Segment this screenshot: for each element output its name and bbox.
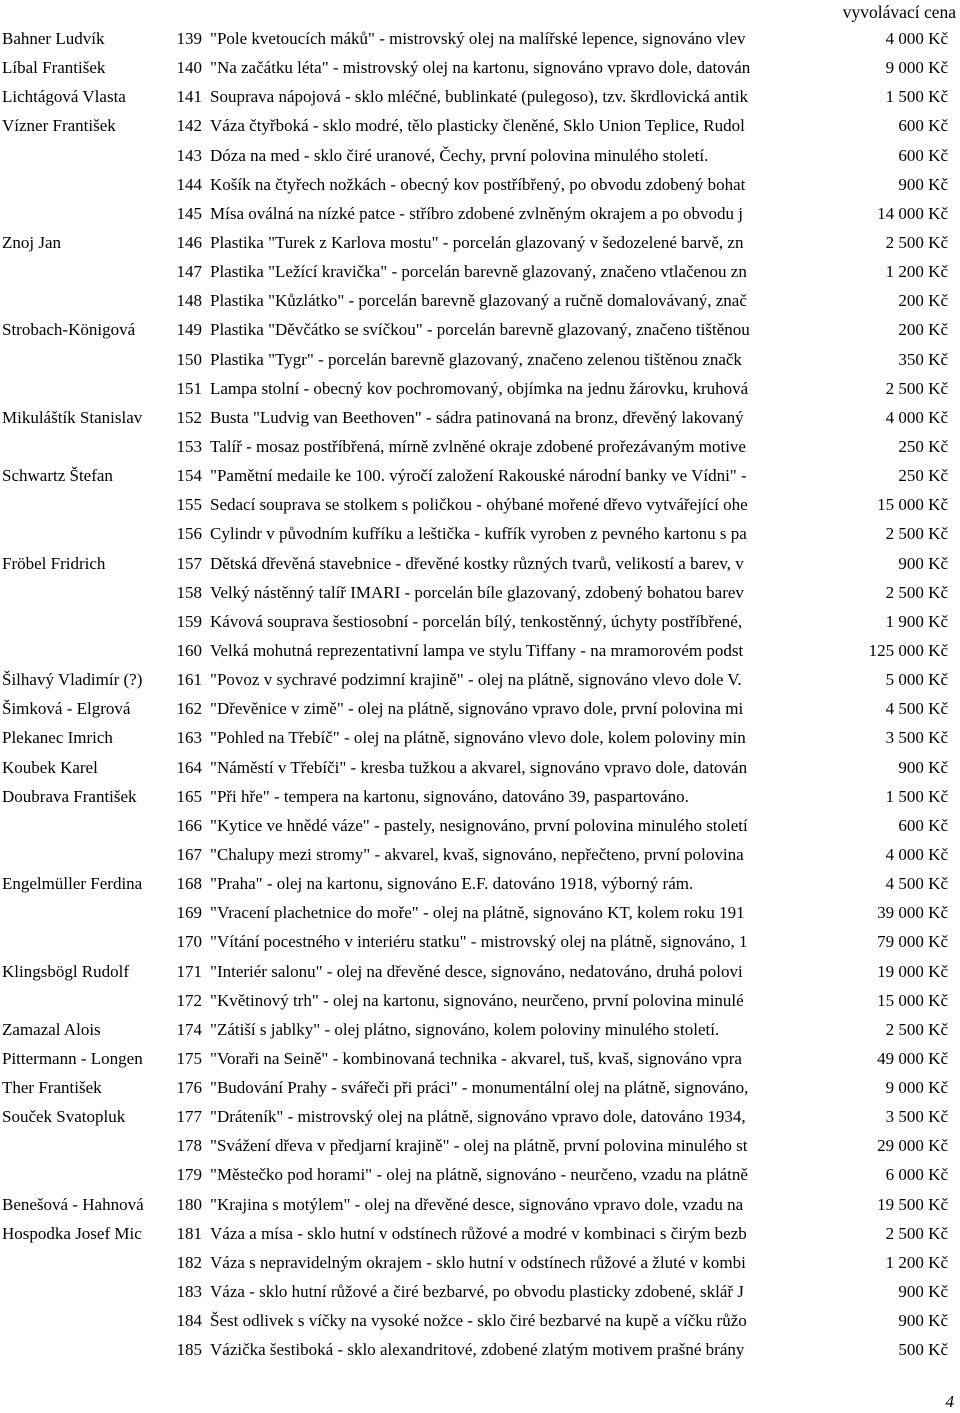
starting-price: 250 Kč xyxy=(898,466,948,486)
lot-description: "Náměstí v Třebíči" - kresba tužkou a akvarel, signováno vpravo dole, datován xyxy=(210,757,748,777)
table-row xyxy=(0,1044,960,1073)
lot-number: 149 xyxy=(176,320,202,340)
lot-description: "Dřevěnice v zimě" - olej na plátně, signováno vpravo dole, první polovina mi xyxy=(210,699,744,719)
lot-description: Váza čtyřboká - sklo modré, tělo plasticky členěné, Sklo Union Teplice, Rudol xyxy=(210,116,745,136)
table-row xyxy=(0,1190,960,1219)
lot-description: Plastika "Turek z Karlova mostu" - porcelán glazovaný v šedozelené barvě, zn xyxy=(210,232,744,252)
lot-description: "Chalupy mezi stromy" - akvarel, kvaš, signováno, nepřečteno, první polovina xyxy=(210,844,744,864)
author-name: Líbal František xyxy=(2,58,106,78)
lot-number: 175 xyxy=(176,1048,202,1068)
starting-price: 250 Kč xyxy=(898,436,948,456)
table-row xyxy=(0,1073,960,1102)
starting-price: 2 500 Kč xyxy=(885,582,948,602)
author-name: Bahner Ludvík xyxy=(2,29,105,48)
table-row xyxy=(0,82,960,111)
starting-price: 15 000 Kč xyxy=(877,990,948,1010)
lot-number: 139 xyxy=(176,29,202,48)
table-row xyxy=(0,432,960,461)
lot-description: "Pohled na Třebíč" - olej na plátně, signováno vlevo dole, kolem poloviny min xyxy=(210,728,746,748)
lot-number: 147 xyxy=(176,262,202,282)
table-row xyxy=(0,694,960,723)
lot-number: 144 xyxy=(176,174,202,194)
table-row xyxy=(0,549,960,578)
lot-number: 143 xyxy=(176,145,202,165)
author-name: Lichtágová Vlasta xyxy=(2,87,126,107)
author-name: Ther František xyxy=(2,1078,102,1098)
table-row xyxy=(0,199,960,228)
author-name: Schwartz Štefan xyxy=(2,466,113,486)
lot-number: 142 xyxy=(176,116,202,136)
table-row xyxy=(0,461,960,490)
starting-price: 2 500 Kč xyxy=(885,378,948,398)
lot-description: "Pamětní medaile ke 100. výročí založení Rakouské národní banky ve Vídni" - xyxy=(210,466,747,486)
lot-description: Dětská dřevěná stavebnice - dřevěné kostky různých tvarů, velikostí a barev, v xyxy=(210,553,744,573)
lot-description: Košík na čtyřech nožkách - obecný kov postříbřený, po obvodu zdobený bohat xyxy=(210,174,746,194)
author-name: Doubrava František xyxy=(2,786,137,806)
table-row xyxy=(0,1219,960,1248)
author-name: Souček Svatopluk xyxy=(2,1107,126,1127)
table-row xyxy=(0,170,960,199)
table-row xyxy=(0,315,960,344)
lot-description: Kávová souprava šestiosobní - porcelán bílý, tenkostěnný, úchyty postříbřené, xyxy=(210,611,743,631)
starting-price: 200 Kč xyxy=(898,320,948,340)
lot-number: 167 xyxy=(176,844,202,864)
starting-price: 79 000 Kč xyxy=(877,932,948,952)
lot-description: "Zátiší s jablky" - olej plátno, signováno, kolem poloviny minulého století. xyxy=(210,1019,720,1039)
starting-price: 1 500 Kč xyxy=(885,87,948,107)
author-name: Hospodka Josef Mic xyxy=(2,1223,142,1243)
table-row xyxy=(0,607,960,636)
lot-number: 185 xyxy=(176,1340,202,1360)
author-name: Koubek Karel xyxy=(2,757,98,777)
starting-price: 2 500 Kč xyxy=(885,232,948,252)
table-row xyxy=(0,24,960,53)
table-row xyxy=(0,345,960,374)
lot-description: "Budování Prahy - svářeči při práci" - monumentální olej na plátně, signováno, xyxy=(210,1078,749,1098)
lot-description: Dóza na med - sklo čiré uranové, Čechy, první polovina minulého století. xyxy=(210,145,709,165)
table-row xyxy=(0,228,960,257)
table-row xyxy=(0,111,960,140)
starting-price: 600 Kč xyxy=(898,815,948,835)
lot-description: Souprava nápojová - sklo mléčné, bublinkaté (pulegoso), tzv. škrdlovická antik xyxy=(210,87,749,107)
table-row xyxy=(0,519,960,548)
table-row xyxy=(0,53,960,82)
lot-number: 148 xyxy=(176,291,202,311)
lot-number: 152 xyxy=(176,407,202,427)
table-row xyxy=(0,840,960,869)
lot-description: Mísa oválná na nízké patce - stříbro zdobené zvlněným okrajem a po obvodu j xyxy=(210,203,743,223)
lot-number: 165 xyxy=(176,786,202,806)
starting-price: 14 000 Kč xyxy=(877,203,948,223)
lot-number: 141 xyxy=(176,87,202,107)
lot-description: Váza - sklo hutní růžové a čiré bezbarvé, po obvodu plasticky zdobené, sklář J xyxy=(210,1282,744,1302)
starting-price: 4 000 Kč xyxy=(885,844,948,864)
lot-number: 172 xyxy=(176,990,202,1010)
lot-description: "Interiér salonu" - olej na dřevěné desce, signováno, nedatováno, druhá polovi xyxy=(210,961,743,981)
lot-description: Plastika "Děvčátko se svíčkou" - porcelán barevně glazovaný, značeno tištěnou xyxy=(210,320,750,340)
lot-description: "Voraři na Seině" - kombinovaná technika - akvarel, tuš, kvaš, signováno vpra xyxy=(210,1048,742,1068)
lot-number: 140 xyxy=(176,58,202,78)
lot-number: 163 xyxy=(176,728,202,748)
starting-price: 125 000 Kč xyxy=(868,640,948,660)
lot-description: "Vracení plachetnice do moře" - olej na plátně, signováno KT, kolem roku 191 xyxy=(210,903,745,923)
lot-description: "Pole kvetoucích máků" - mistrovský olej na malířské lepence, signováno vlev xyxy=(210,29,746,48)
table-row xyxy=(0,1160,960,1189)
lot-description: "Květinový trh" - olej na kartonu, signováno, neurčeno, první polovina minulé xyxy=(210,990,744,1010)
table-row xyxy=(0,1306,960,1335)
starting-price: 2 500 Kč xyxy=(885,524,948,544)
starting-price: 500 Kč xyxy=(898,1340,948,1360)
starting-price: 9 000 Kč xyxy=(885,58,948,78)
author-name: Benešová - Hahnová xyxy=(2,1194,144,1214)
starting-price: 900 Kč xyxy=(898,1282,948,1302)
starting-price: 29 000 Kč xyxy=(877,1136,948,1156)
lot-description: "Na začátku léta" - mistrovský olej na kartonu, signováno vpravo dole, datován xyxy=(210,58,751,78)
table-row xyxy=(0,286,960,315)
table-row xyxy=(0,1015,960,1044)
lot-description: Busta "Ludvig van Beethoven" - sádra patinovaná na bronz, dřevěný lakovaný xyxy=(210,407,744,427)
lot-description: "Svážení dřeva v předjarní krajině" - olej na plátně, první polovina minulého st xyxy=(210,1136,748,1156)
lot-description: Sedací souprava se stolkem s poličkou - ohýbané mořené dřevo vytvářející ohe xyxy=(210,495,748,515)
lot-number: 145 xyxy=(176,203,202,223)
lot-number: 177 xyxy=(176,1107,202,1127)
starting-price: 1 200 Kč xyxy=(885,262,948,282)
lot-number: 161 xyxy=(176,670,202,690)
starting-price: 3 500 Kč xyxy=(885,1107,948,1127)
lot-number: 183 xyxy=(176,1282,202,1302)
starting-price: 4 500 Kč xyxy=(885,699,948,719)
table-row xyxy=(0,665,960,694)
lot-description: "Krajina s motýlem" - olej na dřevěné desce, signováno vpravo dole, vzadu na xyxy=(210,1194,744,1214)
table-row xyxy=(0,578,960,607)
lot-number: 153 xyxy=(176,436,202,456)
lot-description: Plastika "Tygr" - porcelán barevně glazovaný, značeno zelenou tištěnou značk xyxy=(210,349,742,369)
table-row xyxy=(0,1277,960,1306)
lot-number: 171 xyxy=(176,961,202,981)
starting-price: 19 000 Kč xyxy=(877,961,948,981)
price-column-header: vyvolávací cena xyxy=(842,2,956,22)
table-row xyxy=(0,1131,960,1160)
table-row xyxy=(0,1102,960,1131)
starting-price: 900 Kč xyxy=(898,757,948,777)
lot-number: 176 xyxy=(176,1078,202,1098)
starting-price: 900 Kč xyxy=(898,1311,948,1331)
starting-price: 2 500 Kč xyxy=(885,1223,948,1243)
starting-price: 9 000 Kč xyxy=(885,1078,948,1098)
lot-number: 151 xyxy=(176,378,202,398)
starting-price: 39 000 Kč xyxy=(877,903,948,923)
table-row xyxy=(0,927,960,956)
table-row xyxy=(0,374,960,403)
lot-description: Velká mohutná reprezentativní lampa ve stylu Tiffany - na mramorovém podst xyxy=(210,640,744,660)
starting-price: 4 000 Kč xyxy=(885,29,948,48)
lot-description: Cylindr v původním kufříku a leštička - kufřík vyroben z pevného kartonu s pa xyxy=(210,524,747,544)
starting-price: 900 Kč xyxy=(898,553,948,573)
lot-number: 154 xyxy=(176,466,202,486)
starting-price: 1 500 Kč xyxy=(885,786,948,806)
lot-description: Lampa stolní - obecný kov pochromovaný, objímka na jednu žárovku, kruhová xyxy=(210,378,749,398)
table-row xyxy=(0,753,960,782)
table-row xyxy=(0,811,960,840)
starting-price: 350 Kč xyxy=(898,349,948,369)
table-row xyxy=(0,636,960,665)
table-row xyxy=(0,898,960,927)
lot-description: "Při hře" - tempera na kartonu, signováno, datováno 39, paspartováno. xyxy=(210,786,689,806)
lot-number: 146 xyxy=(176,232,202,252)
starting-price: 4 000 Kč xyxy=(885,407,948,427)
lot-number: 158 xyxy=(176,582,202,602)
table-row xyxy=(0,141,960,170)
lot-description: Plastika "Kůzlátko" - porcelán barevně glazovaný a ručně domalovávaný, znač xyxy=(210,291,747,311)
author-name: Zamazal Alois xyxy=(2,1019,101,1039)
lot-number: 155 xyxy=(176,495,202,515)
catalog-table xyxy=(0,24,960,1364)
author-name: Šilhavý Vladimír (?) xyxy=(2,670,143,690)
author-name: Strobach-Königová xyxy=(2,320,136,340)
lot-number: 164 xyxy=(176,757,202,777)
starting-price: 3 500 Kč xyxy=(885,728,948,748)
lot-description: Velký nástěnný talíř IMARI - porcelán bíle glazovaný, zdobený bohatou barev xyxy=(210,582,744,602)
author-name: Pittermann - Longen xyxy=(2,1048,143,1068)
lot-number: 178 xyxy=(176,1136,202,1156)
page-number: 4 xyxy=(945,1392,954,1411)
table-row xyxy=(0,957,960,986)
author-name: Vízner František xyxy=(2,116,116,136)
table-row xyxy=(0,403,960,432)
lot-description: "Vítání pocestného v interiéru statku" - mistrovský olej na plátně, signováno, 1 xyxy=(210,932,748,952)
starting-price: 5 000 Kč xyxy=(885,670,948,690)
lot-number: 156 xyxy=(176,524,202,544)
lot-number: 169 xyxy=(176,903,202,923)
lot-description: "Praha" - olej na kartonu, signováno E.F. datováno 1918, výborný rám. xyxy=(210,874,694,894)
lot-number: 157 xyxy=(176,553,202,573)
starting-price: 600 Kč xyxy=(898,145,948,165)
author-name: Engelmüller Ferdina xyxy=(2,874,143,894)
author-name: Fröbel Fridrich xyxy=(2,553,106,573)
starting-price: 600 Kč xyxy=(898,116,948,136)
author-name: Mikuláštík Stanislav xyxy=(2,407,143,427)
table-row xyxy=(0,490,960,519)
lot-number: 159 xyxy=(176,611,202,631)
lot-description: Vázička šestiboká - sklo alexandritové, zdobené zlatým motivem prašné brány xyxy=(210,1340,745,1360)
lot-description: "Městečko pod horami" - olej na plátně, signováno - neurčeno, vzadu na plátně xyxy=(210,1165,748,1185)
table-row xyxy=(0,1335,960,1364)
starting-price: 4 500 Kč xyxy=(885,874,948,894)
lot-description: "Povoz v sychravé podzimní krajině" - olej na plátně, signováno vlevo dole V. xyxy=(210,670,742,690)
lot-number: 180 xyxy=(176,1194,202,1214)
author-name: Znoj Jan xyxy=(2,232,62,252)
starting-price: 1 200 Kč xyxy=(885,1252,948,1272)
table-row xyxy=(0,986,960,1015)
starting-price: 2 500 Kč xyxy=(885,1019,948,1039)
lot-description: Šest odlivek s víčky na vysoké nožce - sklo čiré bezbarvé na kupě a víčku růžo xyxy=(210,1311,747,1331)
starting-price: 200 Kč xyxy=(898,291,948,311)
lot-description: Talíř - mosaz postříbřená, mírně zvlněné okraje zdobené prořezávaným motive xyxy=(210,436,746,456)
lot-description: Váza a mísa - sklo hutní v odstínech růžové a modré v kombinaci s čirým bezb xyxy=(210,1223,747,1243)
starting-price: 1 900 Kč xyxy=(885,611,948,631)
lot-number: 166 xyxy=(176,815,202,835)
lot-number: 182 xyxy=(176,1252,202,1272)
table-row xyxy=(0,1248,960,1277)
author-name: Šimková - Elgrová xyxy=(2,699,131,719)
table-row xyxy=(0,257,960,286)
lot-number: 184 xyxy=(176,1311,202,1331)
author-name: Klingsbögl Rudolf xyxy=(2,961,130,981)
table-row xyxy=(0,782,960,811)
lot-description: "Dráteník" - mistrovský olej na plátně, signováno vpravo dole, datováno 1934, xyxy=(210,1107,746,1127)
starting-price: 19 500 Kč xyxy=(877,1194,948,1214)
lot-number: 181 xyxy=(176,1223,202,1243)
starting-price: 15 000 Kč xyxy=(877,495,948,515)
lot-description: Váza s nepravidelným okrajem - sklo hutní v odstínech růžové a žluté v kombi xyxy=(210,1252,746,1272)
lot-number: 162 xyxy=(176,699,202,719)
lot-number: 174 xyxy=(176,1019,202,1039)
lot-number: 179 xyxy=(176,1165,202,1185)
lot-number: 168 xyxy=(176,874,202,894)
lot-number: 150 xyxy=(176,349,202,369)
starting-price: 6 000 Kč xyxy=(885,1165,948,1185)
table-row xyxy=(0,869,960,898)
starting-price: 900 Kč xyxy=(898,174,948,194)
lot-number: 170 xyxy=(176,932,202,952)
lot-description: "Kytice ve hnědé váze" - pastely, nesignováno, první polovina minulého století xyxy=(210,815,748,835)
starting-price: 49 000 Kč xyxy=(877,1048,948,1068)
table-row xyxy=(0,723,960,752)
lot-description: Plastika "Ležící kravička" - porcelán barevně glazovaný, značeno vtlačenou zn xyxy=(210,262,747,282)
author-name: Plekanec Imrich xyxy=(2,728,113,748)
lot-number: 160 xyxy=(176,640,202,660)
